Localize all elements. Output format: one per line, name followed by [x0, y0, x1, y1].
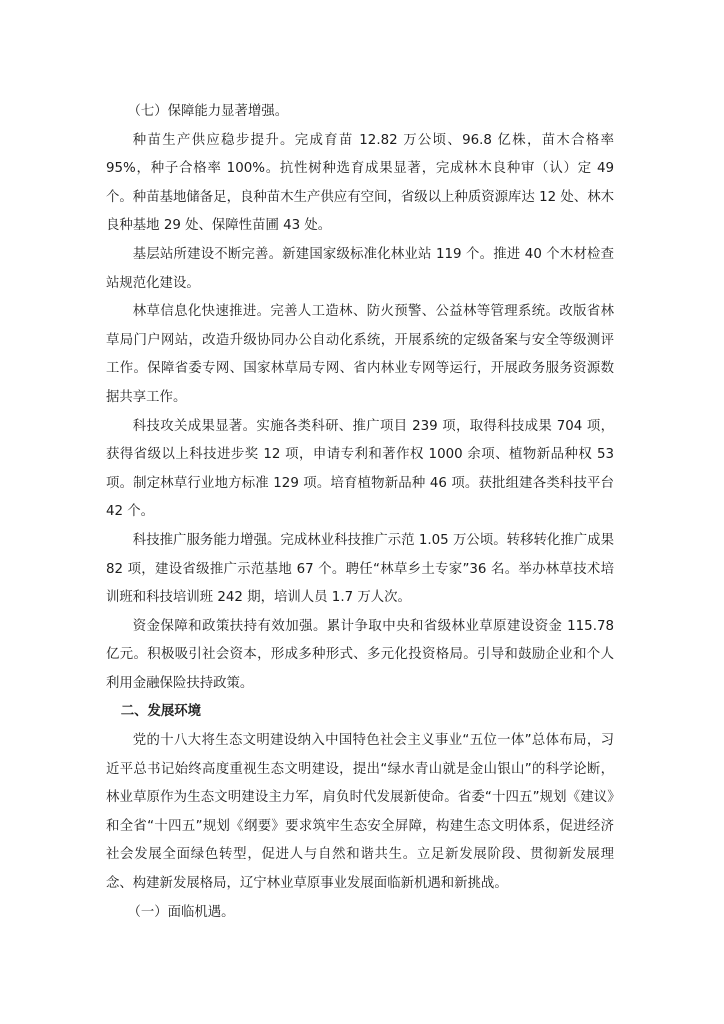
paragraph-tech-extension: 科技推广服务能力增强。完成林业科技推广示范 1.05 万公顷。转移转化推广成果 82 项，建设省级推广示范基地 67 个。聘任“林草乡土专家”36 名。举办林草技术培训班和科技培训班 242 期，培训人员 1.7 万人次。: [106, 532, 614, 606]
section-2-heading: 二、发展环境: [120, 704, 202, 720]
paragraph-research: 科技攻关成果显著。实施各类科研、推广项目 239 项，取得科技成果 704 项，获得省级以上科技进步奖 12 项，申请专利和著作权 1000 余项、植物新品种权 53 项。制定林草行业地方标准 129 项。培育植物新品种 46 项。获批组建各类科技平台 42 个。: [106, 418, 614, 520]
paragraph-development-environment: 党的十八大将生态文明建设纳入中国特色社会主义事业“五位一体”总体布局，习近平总书记始终高度重视生态文明建设，提出“绿水青山就是金山银山”的科学论断，林业草原作为生态文明建设主力军，肩负时代发展新使命。省委“十四五”规划《建议》和全省“十四五”规划《纲要》要求筑牢生态安全屏障，构建生态文明体系，促进经济社会发展全面绿色转型，促进人与自然和谐共生。立足新发展阶段、贯彻新发展理念、构建新发展格局，辽宁林业草原事业发展面临新机遇和新挑战。: [106, 733, 614, 892]
document-body: [106, 98, 614, 927]
paragraph-grassroots-stations: 基层站所建设不断完善。新建国家级标准化林业站 119 个。推进 40 个木材检查站规范化建设。: [106, 246, 614, 291]
subsection-1-title: （一）面临机遇。: [127, 904, 235, 920]
paragraph-seedlings: 种苗生产供应稳步提升。完成育苗 12.82 万公顷、96.8 亿株，苗木合格率 95%，种子合格率 100%。抗性树种选育成果显著，完成林木良种审（认）定 49 个。种苗基地储备足，良种苗木生产供应有空间，省级以上种质资源库达 12 处、林木良种基地 29 处、保障性苗圃 43 处。: [106, 132, 614, 234]
paragraph-funding: 资金保障和政策扶持有效加强。累计争取中央和省级林业草原建设资金 115.78 亿元。积极吸引社会资本，形成多种形式、多元化投资格局。引导和鼓励企业和个人利用金融保险扶持政策。: [106, 618, 614, 691]
section-7-title: （七）保障能力显著增强。: [127, 104, 289, 119]
paragraph-informatization: 林草信息化快速推进。完善人工造林、防火预警、公益林等管理系统。改版省林草局门户网站，改造升级协同办公自动化系统，开展系统的定级备案与安全等级测评工作。保障省委专网、国家林草局专网、省内林业专网等运行，开展政务服务资源数据共享工作。: [106, 304, 614, 405]
